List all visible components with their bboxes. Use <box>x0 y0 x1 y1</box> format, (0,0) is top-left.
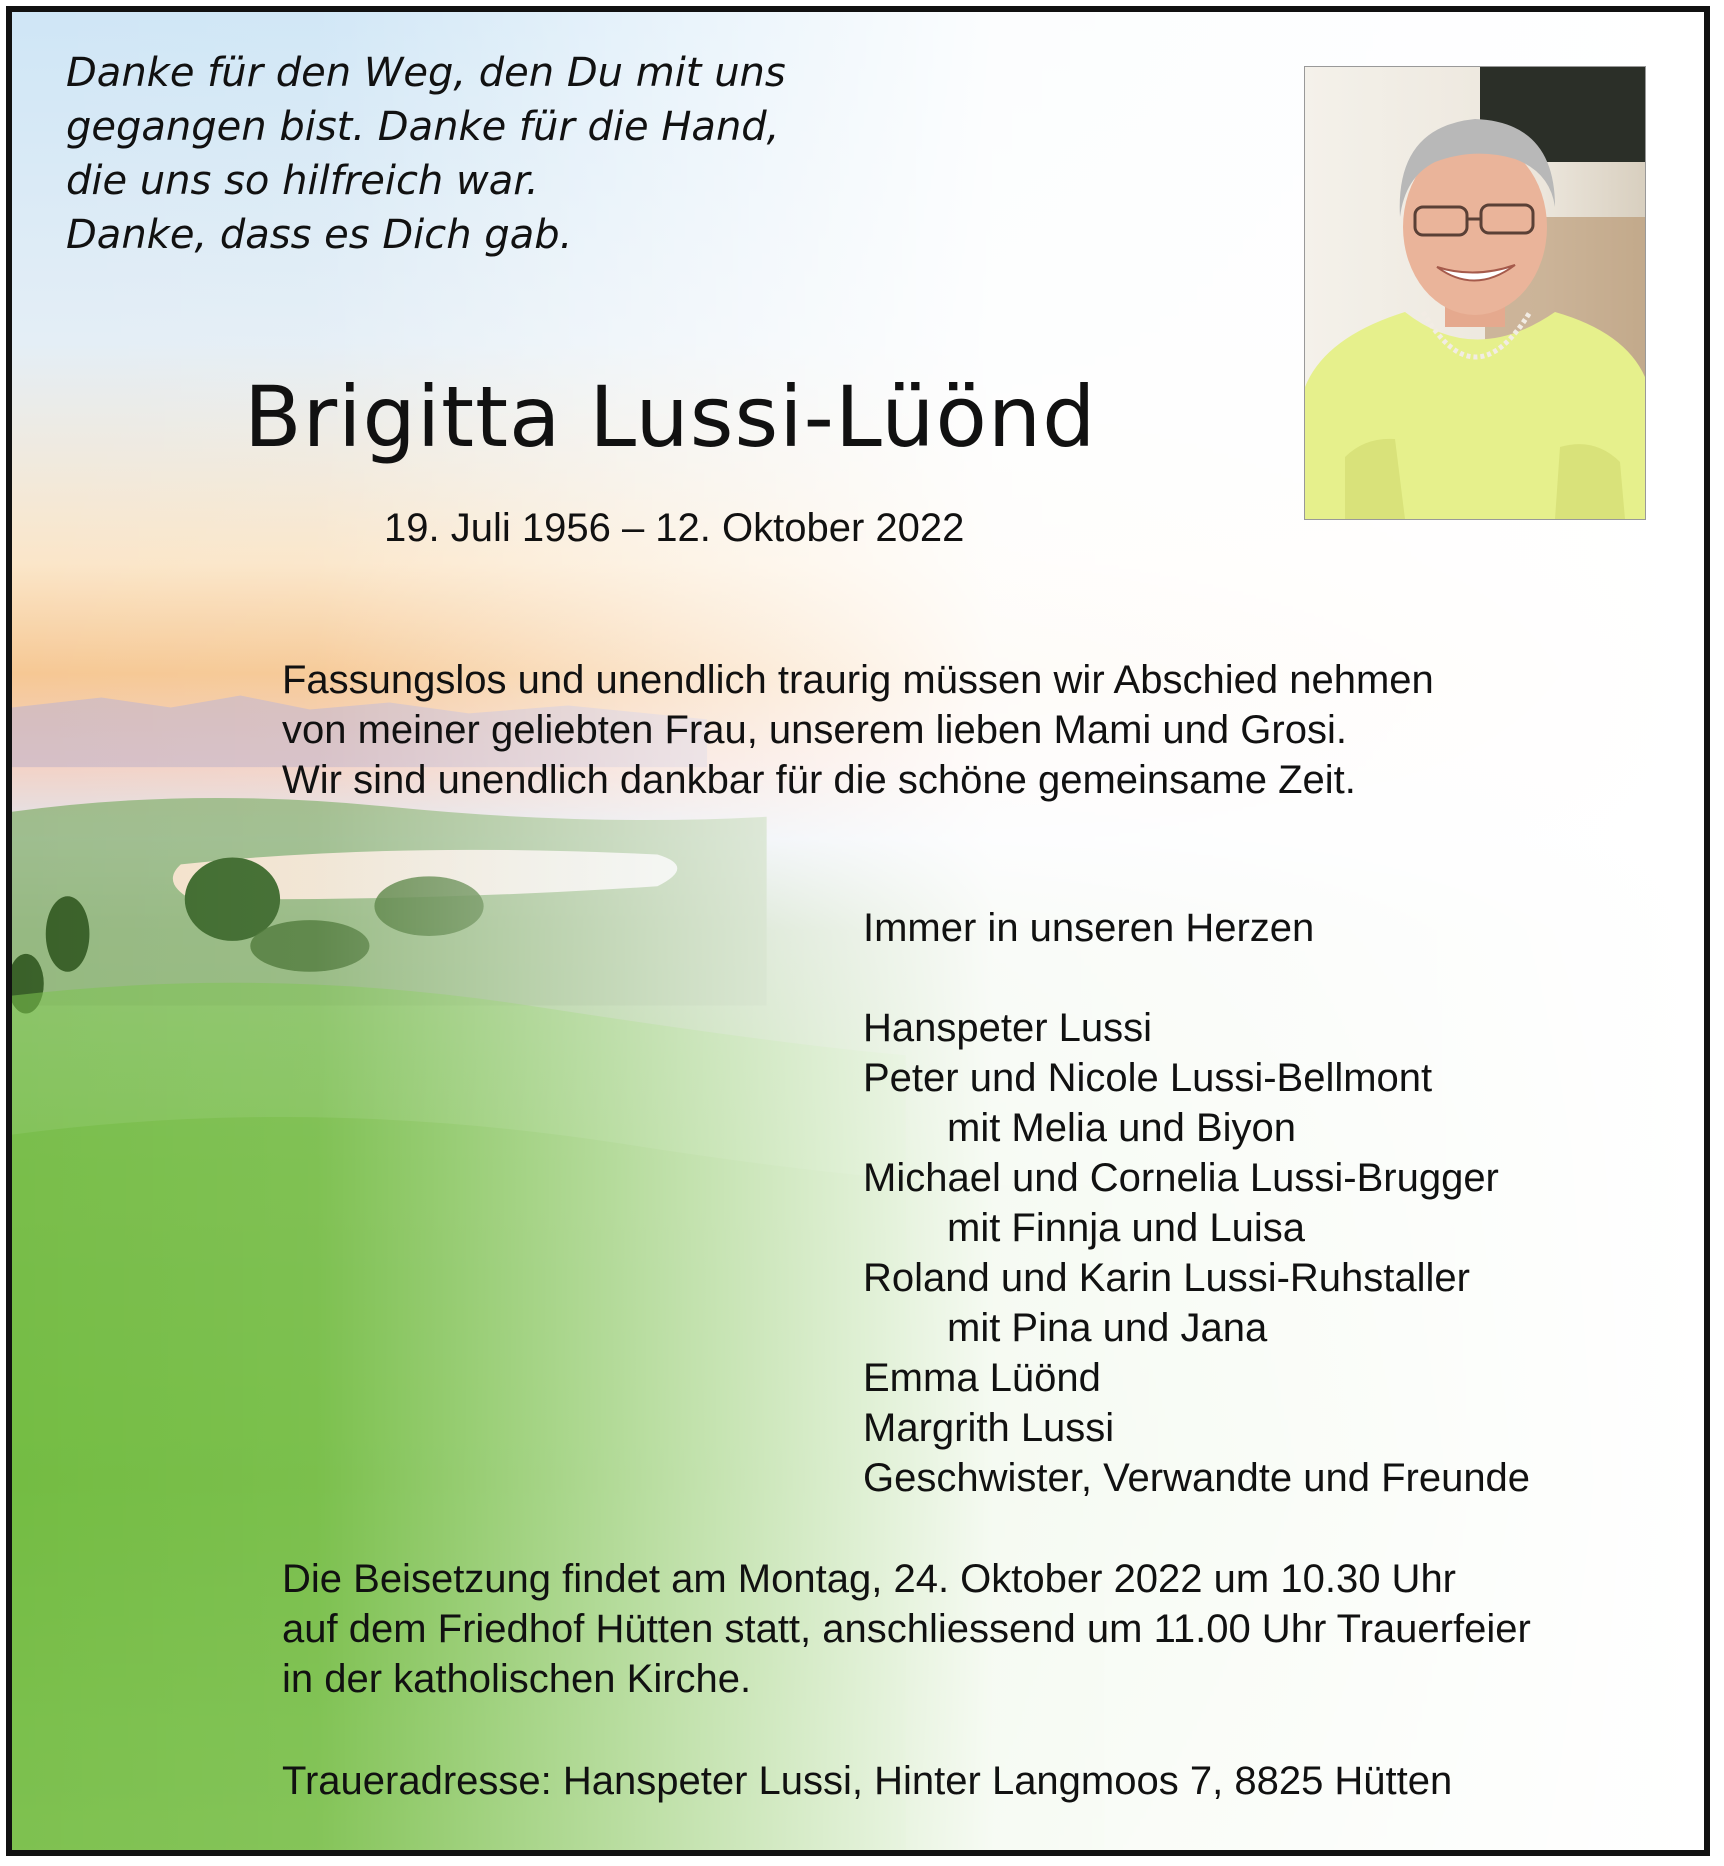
deceased-name: Brigitta Lussi-Lüönd <box>244 368 1097 466</box>
farewell-line: Fassungslos und unendlich traurig müssen wir Abschied nehmen <box>282 658 1434 702</box>
mourner: Emma Lüönd <box>863 1356 1101 1400</box>
poem <box>66 46 786 262</box>
poem-line: Danke, dass es Dich gab. <box>66 212 573 258</box>
farewell-text <box>282 655 1434 805</box>
mourner-children: mit Melia und Biyon <box>947 1106 1297 1150</box>
burial-details <box>282 1554 1531 1704</box>
remembrance-line: Immer in unseren Herzen <box>863 906 1315 950</box>
farewell-line: von meiner geliebten Frau, unserem lieben Mami und Grosi. <box>282 708 1347 752</box>
mourner: Peter und Nicole Lussi-Bellmont <box>863 1056 1433 1100</box>
burial-line: in der katholischen Kirche. <box>282 1657 752 1701</box>
mourner: Hanspeter Lussi <box>863 1006 1153 1050</box>
mourning-address: Traueradresse: Hanspeter Lussi, Hinter Langmoos 7, 8825 Hütten <box>282 1759 1453 1803</box>
poem-line: die uns so hilfreich war. <box>66 158 539 204</box>
obituary-notice <box>6 6 1710 1856</box>
mourners-list <box>863 1003 1530 1503</box>
portrait-photo <box>1304 66 1646 520</box>
mourner: Geschwister, Verwandte und Freunde <box>863 1456 1531 1500</box>
poem-line: gegangen bist. Danke für die Hand, <box>66 104 780 150</box>
mourner: Margrith Lussi <box>863 1406 1115 1450</box>
poem-line: Danke für den Weg, den Du mit uns <box>66 50 786 96</box>
mourner: Roland und Karin Lussi-Ruhstaller <box>863 1256 1470 1300</box>
life-dates: 19. Juli 1956 – 12. Oktober 2022 <box>384 506 965 550</box>
mourner-children: mit Finnja und Luisa <box>947 1206 1305 1250</box>
farewell-line: Wir sind unendlich dankbar für die schöne gemeinsame Zeit. <box>282 758 1356 802</box>
mourner-children: mit Pina und Jana <box>947 1306 1268 1350</box>
burial-line: auf dem Friedhof Hütten statt, anschliessend um 11.00 Uhr Trauerfeier <box>282 1607 1531 1651</box>
mourner: Michael und Cornelia Lussi-Brugger <box>863 1156 1499 1200</box>
burial-line: Die Beisetzung findet am Montag, 24. Oktober 2022 um 10.30 Uhr <box>282 1557 1457 1601</box>
